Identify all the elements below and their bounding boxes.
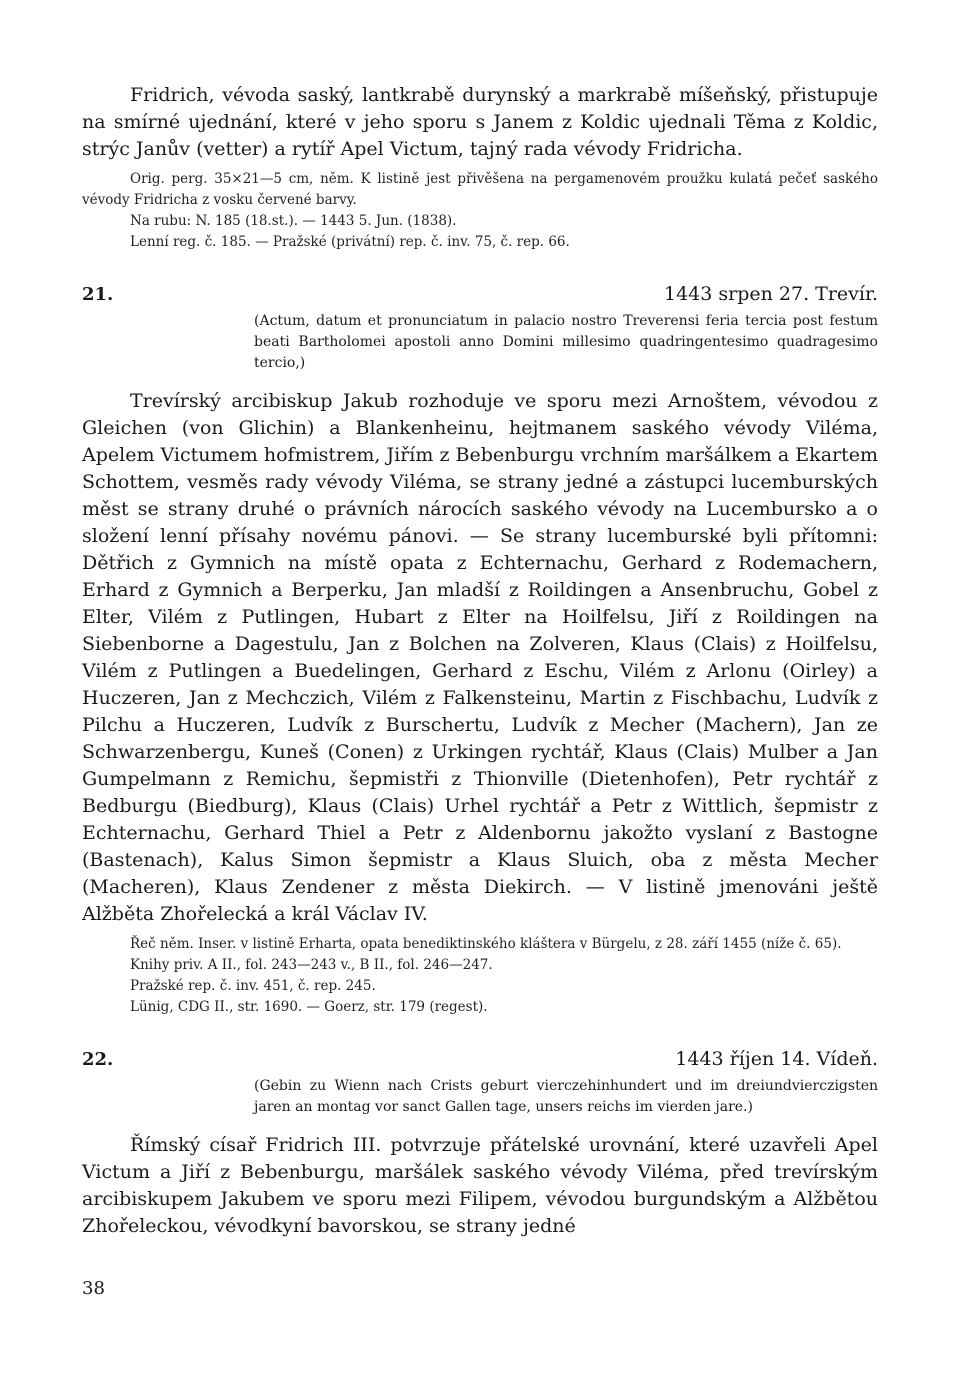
- page-number: 38: [82, 1278, 105, 1299]
- entry-22-latin: (Gebin zu Wienn nach Crists geburt vierczehinhundert und im dreiundvierczigsten jaren an montag vor sanct Gallen tage, unsers reichs im vierden jare.): [254, 1078, 878, 1115]
- intro-note-3: Lenní reg. č. 185. — Pražské (privátní) rep. č. inv. 75, č. rep. 66.: [130, 234, 570, 250]
- entry-21-number: 21.: [82, 284, 114, 305]
- entry-21-note-1: Řeč něm. Inser. v listině Erharta, opata benediktinského kláštera v Bürgelu, z 28. září 1455 (níže č. 65).: [130, 936, 842, 952]
- intro-notes: [82, 169, 878, 253]
- entry-22-date: 1443 říjen 14. Vídeň.: [675, 1048, 878, 1070]
- entry-22-number: 22.: [82, 1049, 114, 1070]
- entry-21-paragraph: Trevírský arcibiskup Jakub rozhoduje ve sporu mezi Arnoštem, vévodou z Gleichen (von Glichin) a Blankenheinu, hejtmanem saského vévody Viléma, Apelem Victumem hofmistrem, Jiřím z Bebenburgu vrchním maršálkem a Ekartem Schottem, vesměs rady vévody Viléma, se strany jedné a zástupci lucemburských měst se strany druhé o právních nárocích saského vévody na Lucembursko a o složení lenní přísahy novému pánovi. — Se strany lucemburské byli přítomni: Dětřich z Gymnich na místě opata z Echternachu, Gerhard z Rodemachern, Erhard z Gymnich a Berperku, Jan mladší z Roildingen a Ansenbruchu, Gobel z Elter, Vilém z Putlingen, Hubart z Elter na Hoilfelsu, Jiří z Roildingen na Siebenborne a Dagestulu, Jan z Bolchen na Zolveren, Klaus (Clais) z Hoilfelsu, Vilém z Putlingen a Buedelingen, Gerhard z Eschu, Vilém z Arlonu (Oirley) a Huczeren, Jan z Mechczich, Vilém z Falkensteinu, Martin z Fischbachu, Ludvík z Pilchu a Huczeren, Ludvík z Burschertu, Ludvík z Mecher (Machern), Jan ze Schwarzenbergu, Kuneš (Conen) z Urkingen rychtář, Klaus (Clais) Mulber a Jan Gumpelmann z Remichu, šepmistři z Thionville (Dietenhofen), Petr rychtář z Bedburgu (Biedburg), Klaus (Clais) Urhel rychtář a Petr z Wittlich, šepmistr z Echternachu, Gerhard Thiel a Petr z Aldenbornu jakožto vyslaní z Bastogne (Bastenach), Kalus Simon šepmistr a Klaus Sluich, oba z města Mecher (Macheren), Klaus Zendener z města Diekirch. — V listině jmenováni ještě Alžběta Zhořelecká a král Václav IV.: [82, 390, 878, 925]
- entry-21-notes: [130, 934, 878, 1018]
- intro-paragraph: Fridrich, vévoda saský, lantkrabě durynský a markrabě míšeňský, přistupuje na smírné ujednání, které v jeho sporu s Janem z Koldic ujednali Těma z Koldic, strýc Janův (vetter) a rytíř Apel Victum, tajný rada vévody Fridricha.: [82, 84, 878, 160]
- entry-21-date: 1443 srpen 27. Trevír.: [663, 283, 878, 305]
- entry-22-header: [82, 1048, 878, 1070]
- page-content: [82, 82, 878, 1240]
- entry-21-latin: (Actum, datum et pronunciatum in palacio nostro Treverensi feria tercia post festum beati Bartholomei apostoli anno Domini millesimo quadringentesimo quadragesimo tercio,): [254, 313, 878, 371]
- intro-note-2: Na rubu: N. 185 (18.st.). — 1443 5. Jun. (1838).: [130, 213, 457, 229]
- entry-21-note-4: Lünig, CDG II., str. 1690. — Goerz, str. 179 (regest).: [130, 999, 488, 1015]
- entry-21-header: [82, 283, 878, 305]
- entry-22-paragraph: Římský císař Fridrich III. potvrzuje přátelské urovnání, které uzavřeli Apel Victum a Jiří z Bebenburgu, maršálek saského vévody Viléma, před trevírským arcibiskupem Jakubem ve sporu mezi Filipem, vévodou burgundským a Alžbětou Zhořeleckou, vévodkyní bavorskou, se strany jedné: [82, 1134, 878, 1237]
- entry-21-note-3: Pražské rep. č. inv. 451, č. rep. 245.: [130, 978, 376, 994]
- intro-note-1: Orig. perg. 35×21—5 cm, něm. K listině jest přivěšena na pergamenovém proužku kulatá pečeť saského vévody Fridricha z vosku červené barvy.: [82, 171, 878, 208]
- entry-21-note-2: Knihy priv. A II., fol. 243—243 v., B II., fol. 246—247.: [130, 957, 493, 973]
